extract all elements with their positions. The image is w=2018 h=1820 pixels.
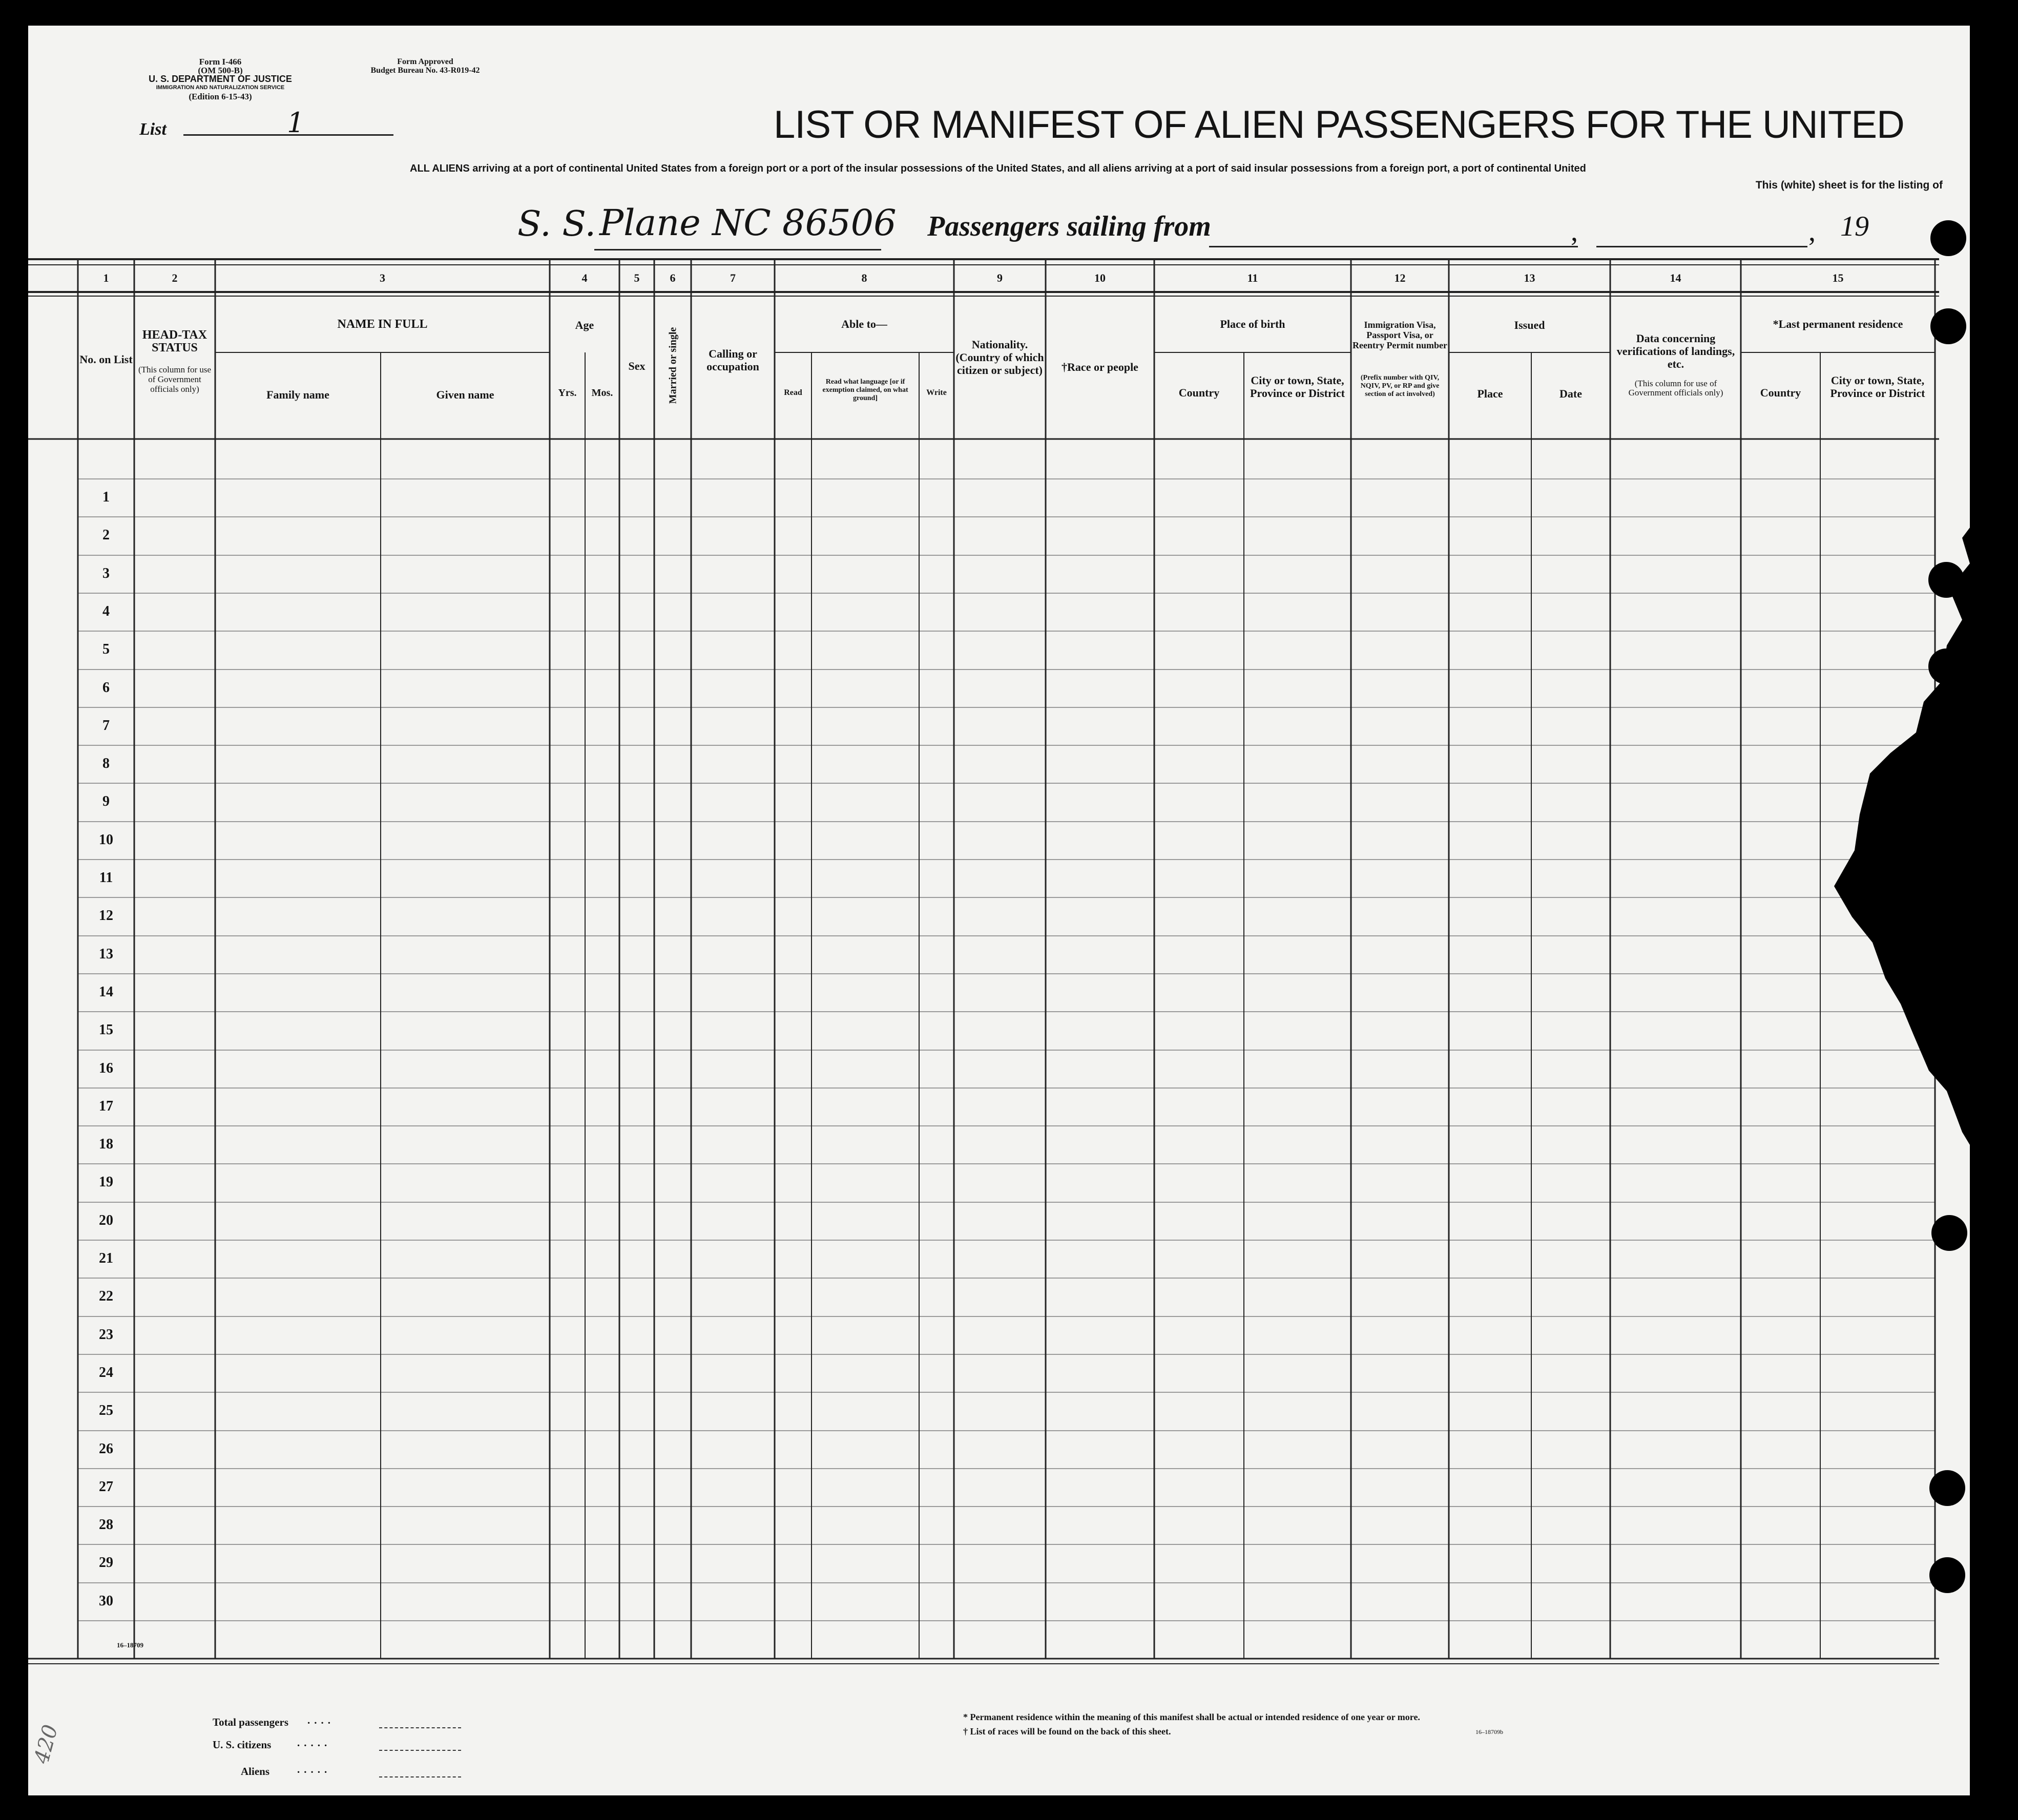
row-number: 17 xyxy=(99,1098,113,1114)
dots-3: ..... xyxy=(297,1763,331,1775)
comma-2: , xyxy=(1808,216,1816,247)
row-number: 28 xyxy=(99,1517,113,1533)
header-nationality: Nationality. (Country of which citizen or subject) xyxy=(955,338,1044,376)
header-issued-date: Date xyxy=(1559,387,1582,400)
header-verifications-note: (This column for use of Government officials only) xyxy=(1628,379,1723,398)
dots-2: ..... xyxy=(297,1737,331,1749)
total-passengers-label: Total passengers xyxy=(213,1716,288,1728)
row-number: 27 xyxy=(99,1479,113,1495)
aliens-line xyxy=(379,1776,461,1777)
header-age-months: Mos. xyxy=(591,387,613,399)
row-number: 2 xyxy=(102,527,110,543)
header-no-on-list: No. on List xyxy=(79,353,133,366)
punch-hole xyxy=(1929,1557,1965,1593)
us-citizens-label: U. S. citizens xyxy=(213,1739,272,1751)
row-number: 1 xyxy=(102,489,110,505)
row-number: 12 xyxy=(99,908,113,924)
col-num-2: 2 xyxy=(172,271,178,284)
punch-hole xyxy=(1930,220,1966,256)
header-residence-country: Country xyxy=(1760,386,1801,399)
col-num-10: 10 xyxy=(1094,271,1106,284)
col-num-3: 3 xyxy=(380,271,385,284)
row-number: 16 xyxy=(99,1060,113,1076)
table-print-code: 16–18709 xyxy=(117,1641,143,1649)
row-number: 13 xyxy=(99,946,113,962)
header-read: Read xyxy=(784,388,802,397)
row-number: 6 xyxy=(102,680,110,696)
dots-1: .... xyxy=(307,1714,335,1726)
row-number: 26 xyxy=(99,1441,113,1457)
form-edition: (Edition 6-15-43) xyxy=(189,92,252,101)
form-number: Form I-466 xyxy=(199,57,242,67)
col-num-1: 1 xyxy=(103,271,109,284)
col-num-12: 12 xyxy=(1394,271,1406,284)
header-family-name: Family name xyxy=(266,388,329,401)
row-number: 20 xyxy=(99,1212,113,1228)
row-number: 9 xyxy=(102,793,110,809)
punch-hole xyxy=(1928,648,1964,684)
row-number: 29 xyxy=(99,1555,113,1571)
header-visa-note: (Prefix number with QIV, NQIV, PV, or RP and give section of act involved) xyxy=(1360,374,1440,398)
row-number: 7 xyxy=(102,718,110,734)
ss-value: Plane NC 86506 xyxy=(599,202,897,244)
punch-hole xyxy=(1929,1470,1965,1506)
row-number: 30 xyxy=(99,1593,113,1609)
header-visa-number: Immigration Visa, Passport Visa, or Reentry Permit number xyxy=(1353,320,1447,350)
header-last-residence: *Last permanent residence xyxy=(1773,318,1903,330)
page-title: LIST OR MANIFEST OF ALIEN PASSENGERS FOR THE UNITED xyxy=(774,103,1904,147)
subtitle-line-2: This (white) sheet is for the listing of xyxy=(1755,179,1943,191)
footnote-print-code: 16–18709b xyxy=(1475,1728,1503,1735)
header-given-name: Given name xyxy=(436,388,494,401)
header-birth-country: Country xyxy=(1178,386,1220,399)
header-residence-city: City or town, State, Province or District xyxy=(1830,374,1925,400)
header-issued: Issued xyxy=(1514,319,1545,331)
om-number: (OM 500-B) xyxy=(198,66,243,75)
row-number: 22 xyxy=(99,1288,113,1304)
header-head-tax: HEAD-TAX STATUS xyxy=(142,328,207,354)
row-number: 19 xyxy=(99,1174,113,1190)
row-number: 8 xyxy=(102,756,110,771)
row-number: 4 xyxy=(102,603,110,619)
punch-hole xyxy=(1931,1215,1967,1251)
year-prefix: 19 xyxy=(1840,211,1869,242)
us-citizens-line xyxy=(379,1750,461,1751)
sailing-from-label: Passengers sailing from xyxy=(927,211,1211,242)
col-num-15: 15 xyxy=(1832,271,1844,284)
header-married-single: Married or single xyxy=(667,327,679,404)
footnote-races: † List of races will be found on the back of this sheet. xyxy=(963,1726,1171,1737)
subtitle-line-1: ALL ALIENS arriving at a port of continental United States from a foreign port or a port of the insular possessions of the United States, and all aliens arriving at a port of said insular possessions from a foreign port, a port of continental United xyxy=(410,163,1586,174)
header-race: †Race or people xyxy=(1062,361,1138,373)
header-name-in-full: NAME IN FULL xyxy=(337,318,428,331)
list-number-value: 1 xyxy=(287,107,305,139)
header-birth-city: City or town, State, Province or District xyxy=(1250,374,1345,400)
header-place-of-birth: Place of birth xyxy=(1220,318,1285,330)
row-number: 5 xyxy=(102,641,110,657)
col-num-6: 6 xyxy=(670,271,676,284)
form-approved: Form Approved xyxy=(397,57,453,66)
row-number: 24 xyxy=(99,1365,113,1380)
header-age: Age xyxy=(575,319,594,331)
comma-1: , xyxy=(1571,216,1578,247)
footnote-residence: * Permanent residence within the meaning of this manifest shall be actual or intended residence of one year or more. xyxy=(963,1712,1420,1722)
torn-edge xyxy=(1824,425,2018,1552)
header-calling: Calling or occupation xyxy=(706,347,759,373)
header-able-to: Able to— xyxy=(841,318,887,330)
service-name: IMMIGRATION AND NATURALIZATION SERVICE xyxy=(156,85,285,91)
punch-hole xyxy=(1928,562,1964,598)
col-num-5: 5 xyxy=(634,271,640,284)
row-number: 14 xyxy=(99,984,113,1000)
punch-hole xyxy=(1930,308,1966,344)
row-number: 3 xyxy=(102,566,110,581)
budget-number: Budget Bureau No. 43-R019-42 xyxy=(370,66,480,75)
col-num-14: 14 xyxy=(1670,271,1681,284)
row-number: 21 xyxy=(99,1250,113,1266)
row-number: 11 xyxy=(99,870,113,886)
header-head-tax-note: (This column for use of Government officials only) xyxy=(138,365,212,394)
header-write: Write xyxy=(926,388,947,397)
col-num-9: 9 xyxy=(997,271,1003,284)
row-number: 23 xyxy=(99,1327,113,1343)
row-number: 18 xyxy=(99,1136,113,1152)
col-num-7: 7 xyxy=(730,271,736,284)
margin-handwritten-mark: 420 xyxy=(30,1722,63,1766)
row-number: 15 xyxy=(99,1022,113,1038)
total-passengers-line xyxy=(379,1727,461,1728)
header-read-language: Read what language [or if exemption claimed, on what ground] xyxy=(822,378,908,402)
aliens-label: Aliens xyxy=(241,1765,270,1777)
col-num-11: 11 xyxy=(1247,271,1258,284)
row-number: 10 xyxy=(99,832,113,848)
header-verifications: Data concerning verifications of landings, etc. xyxy=(1616,332,1735,370)
row-number: 25 xyxy=(99,1403,113,1418)
col-num-13: 13 xyxy=(1524,271,1535,284)
header-issued-place: Place xyxy=(1477,387,1503,400)
col-num-4: 4 xyxy=(581,271,588,284)
list-label: List xyxy=(139,120,167,139)
col-num-8: 8 xyxy=(861,271,867,284)
header-sex: Sex xyxy=(628,360,646,372)
header-age-years: Yrs. xyxy=(558,387,577,399)
ss-label: S. S. xyxy=(517,204,596,244)
department-name: U. S. DEPARTMENT OF JUSTICE xyxy=(149,74,292,84)
